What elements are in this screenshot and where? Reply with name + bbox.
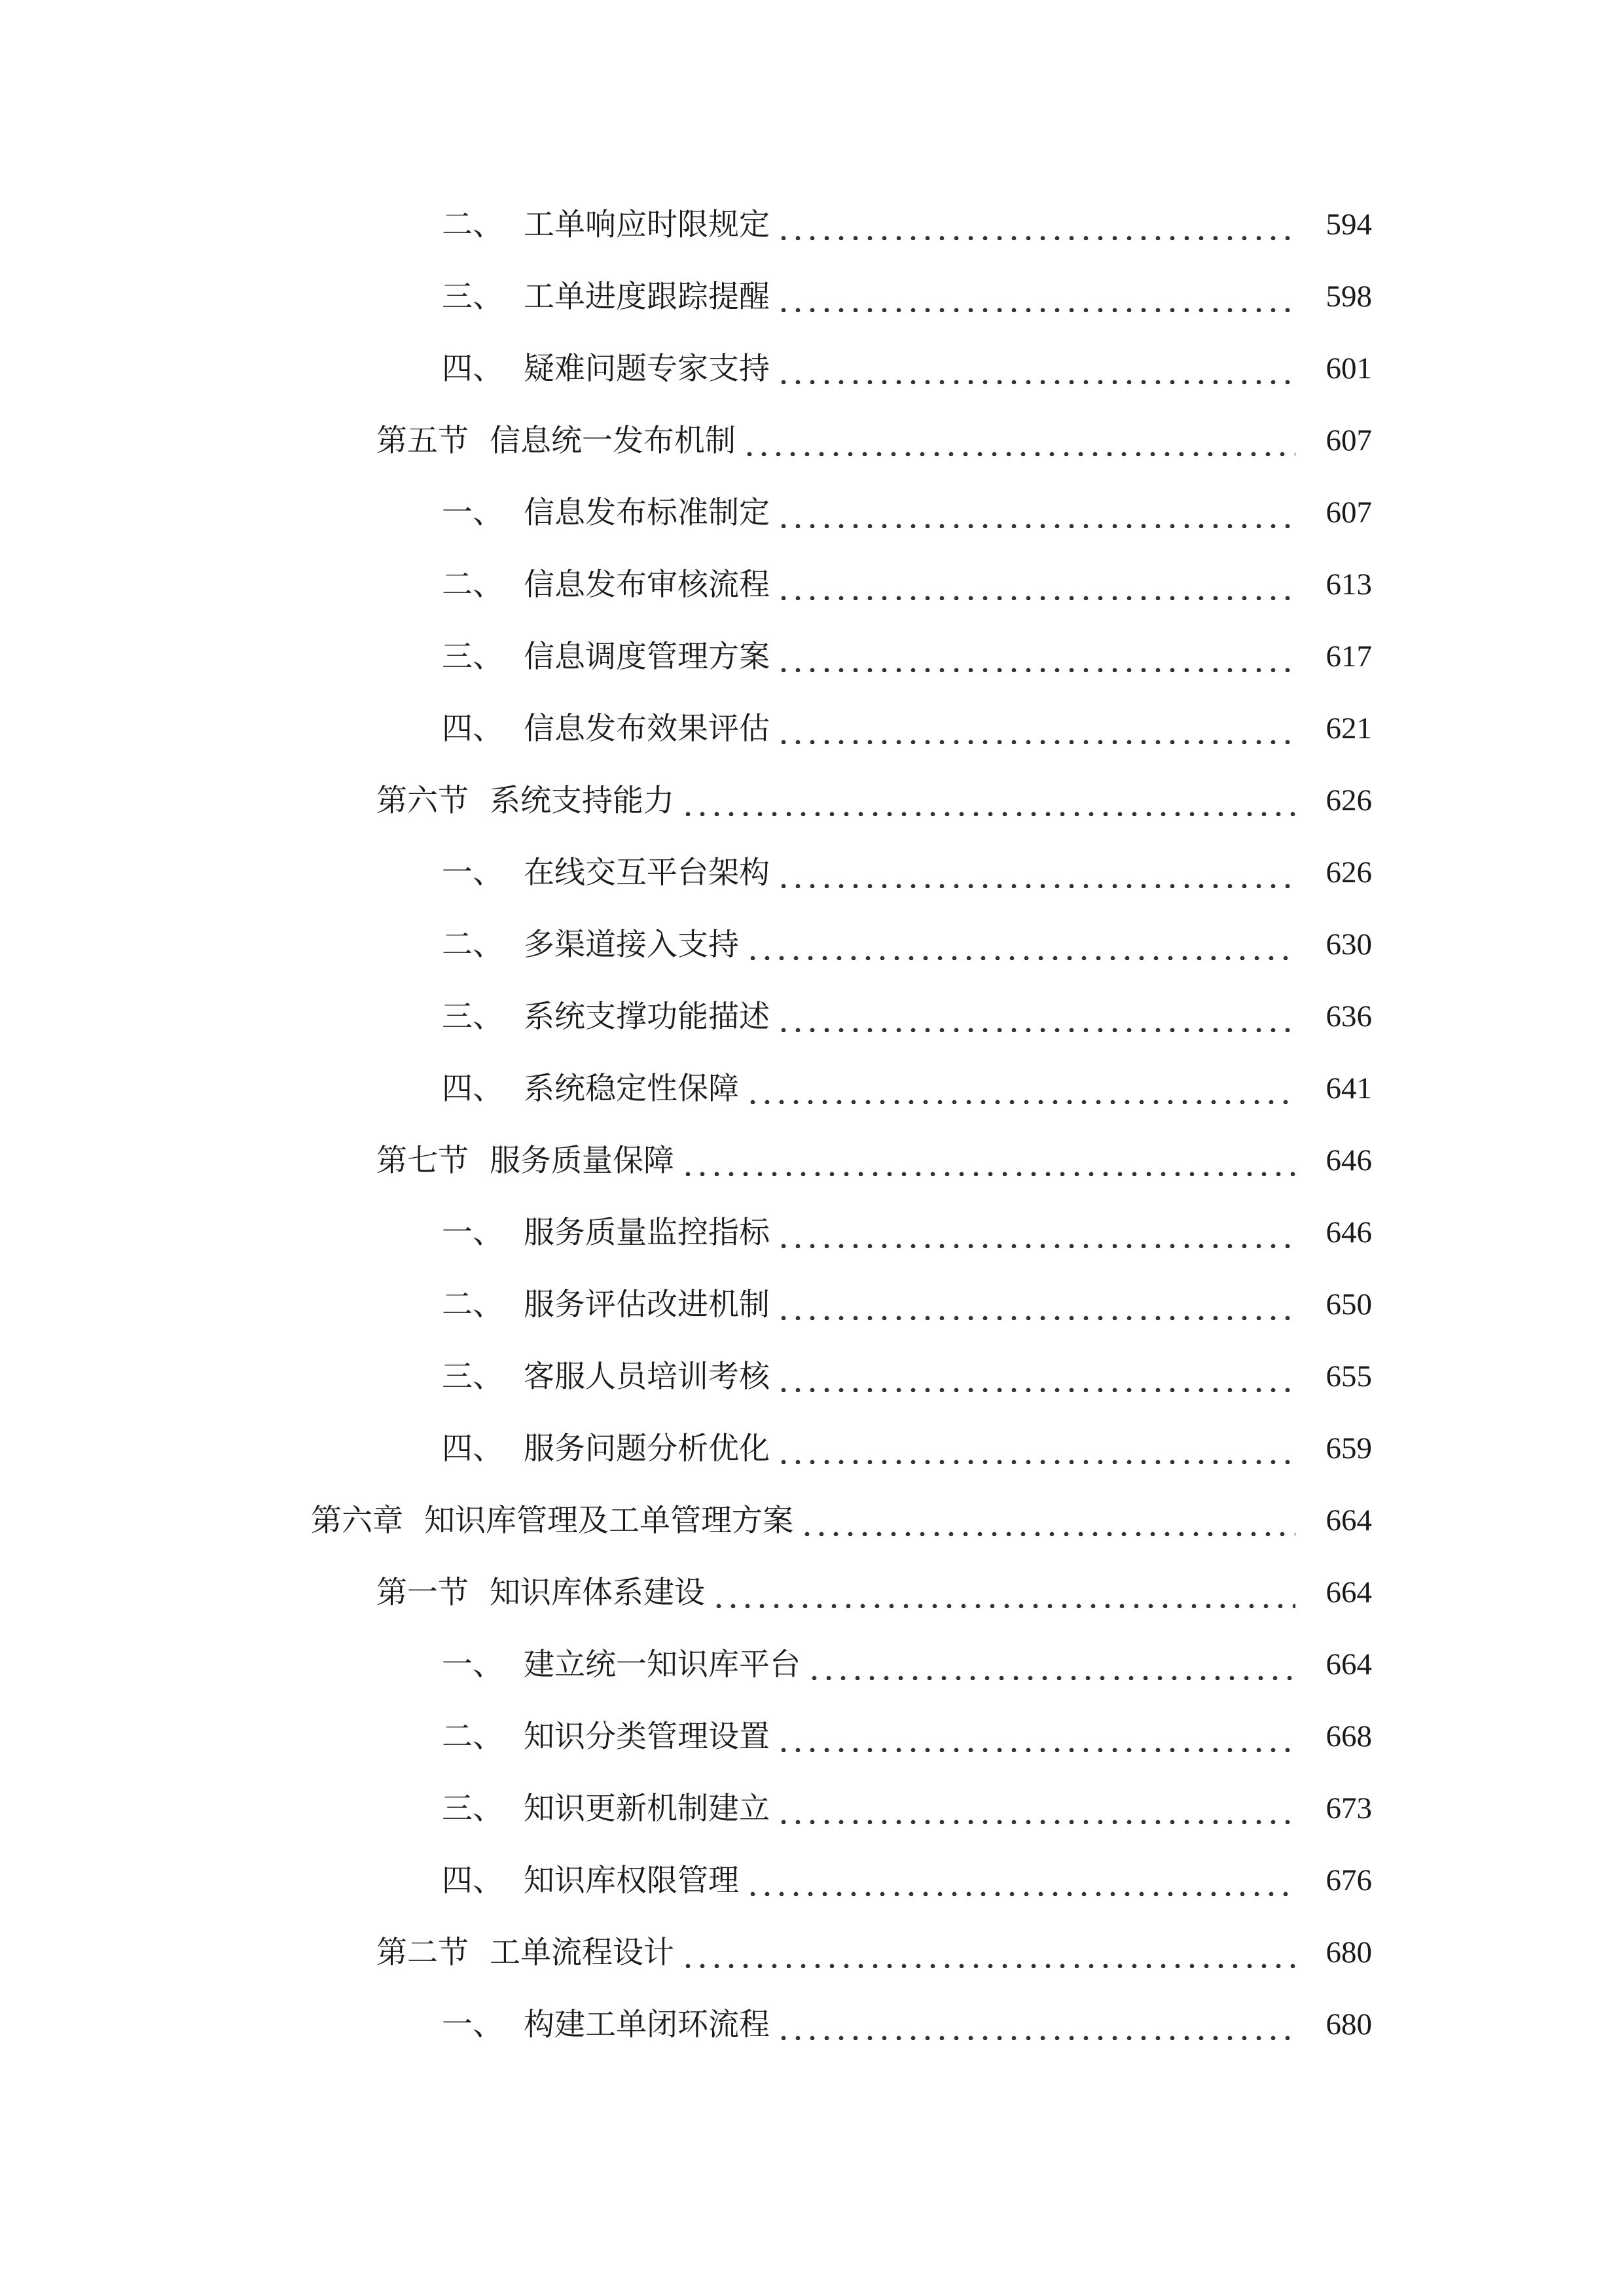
toc-entry-item[interactable]: [0, 1052, 1624, 1124]
toc-entry-page-number: 646: [1326, 1215, 1372, 1249]
toc-entry-number: 二、: [442, 929, 524, 960]
toc-entry-item[interactable]: [0, 476, 1624, 548]
toc-entry-number: 三、: [442, 281, 524, 312]
toc-entry-page-number: 636: [1326, 999, 1372, 1033]
toc-entry-page-number: 630: [1326, 927, 1372, 961]
toc-entry-item[interactable]: [0, 980, 1624, 1052]
toc-entry-page-number: 680: [1326, 1935, 1372, 1969]
dot-leader: [776, 1721, 1295, 1752]
dot-leader: [776, 1289, 1295, 1320]
toc-entry-title: 工单响应时限规定: [524, 209, 776, 240]
toc-entry-page-number: 664: [1326, 1575, 1372, 1609]
toc-entry-page-number: 626: [1326, 783, 1372, 817]
dot-leader: [746, 1865, 1295, 1896]
toc-entry-number: 一、: [442, 1649, 524, 1680]
toc-entry-title: 知识库权限管理: [524, 1865, 746, 1896]
toc-entry-title: 系统稳定性保障: [524, 1073, 746, 1104]
toc-entry-page-number: 601: [1326, 351, 1372, 386]
toc-entry-number: 一、: [442, 857, 524, 888]
toc-entry-number: 一、: [442, 497, 524, 528]
toc-entry-page-number: 613: [1326, 567, 1372, 601]
toc-entry-section[interactable]: [0, 404, 1624, 476]
toc-entry-title: 客服人员培训考核: [524, 1361, 776, 1392]
toc-entry-number: 第二节: [376, 1934, 469, 1971]
toc-entry-item[interactable]: [0, 1196, 1624, 1268]
toc-entry-item[interactable]: [0, 836, 1624, 908]
dot-leader: [776, 641, 1295, 672]
toc-entry-title: 知识分类管理设置: [524, 1721, 776, 1752]
toc-entry-number: 三、: [442, 1361, 524, 1392]
toc-entry-number: 二、: [442, 569, 524, 600]
dot-leader: [746, 929, 1295, 960]
dot-leader: [776, 209, 1295, 240]
toc-entry-page-number: 641: [1326, 1071, 1372, 1105]
dot-leader: [681, 785, 1295, 816]
toc-entry-title: 信息统一发布机制: [490, 425, 742, 456]
dot-leader: [776, 1001, 1295, 1032]
toc-entry-title: 信息调度管理方案: [524, 641, 776, 672]
toc-entry-number: 二、: [442, 209, 524, 240]
toc-entry-item[interactable]: [0, 908, 1624, 980]
toc-entry-item[interactable]: [0, 620, 1624, 692]
toc-entry-title: 信息发布审核流程: [524, 569, 776, 600]
toc-entry-page-number: 594: [1326, 207, 1372, 242]
toc-entry-section[interactable]: [0, 1124, 1624, 1196]
toc-entry-title: 建立统一知识库平台: [524, 1649, 807, 1680]
toc-entry-item[interactable]: [0, 1268, 1624, 1340]
toc-entry-item[interactable]: [0, 1772, 1624, 1844]
toc-entry-page-number: 650: [1326, 1287, 1372, 1321]
toc-entry-title: 构建工单闭环流程: [524, 2009, 776, 2040]
toc-entry-item[interactable]: [0, 1628, 1624, 1700]
toc-entry-title: 服务问题分析优化: [524, 1433, 776, 1464]
toc-entry-item[interactable]: [0, 1700, 1624, 1772]
dot-leader: [800, 1505, 1295, 1536]
toc-entry-number: 一、: [442, 2009, 524, 2040]
dot-leader: [776, 2009, 1295, 2040]
toc-entry-number: 二、: [442, 1721, 524, 1752]
toc-entry-title: 信息发布效果评估: [524, 713, 776, 744]
dot-leader: [776, 1793, 1295, 1824]
toc-entry-section[interactable]: [0, 1916, 1624, 1988]
toc-entry-number: 第六节: [376, 782, 469, 819]
toc-entry-page-number: 664: [1326, 1647, 1372, 1681]
dot-leader: [776, 1433, 1295, 1464]
dot-leader: [742, 425, 1295, 456]
toc-entry-title: 工单流程设计: [490, 1937, 681, 1968]
toc-entry-title: 知识库管理及工单管理方案: [424, 1505, 800, 1536]
toc-entry-page-number: 626: [1326, 855, 1372, 889]
dot-leader: [776, 497, 1295, 528]
toc-entry-item[interactable]: [0, 548, 1624, 620]
toc-entry-number: 三、: [442, 641, 524, 672]
toc-entry-page-number: 655: [1326, 1359, 1372, 1393]
toc-entry-item[interactable]: [0, 692, 1624, 764]
toc-entry-section[interactable]: [0, 1556, 1624, 1628]
toc-entry-item[interactable]: [0, 1988, 1624, 2060]
dot-leader: [776, 857, 1295, 888]
toc-entry-page-number: 664: [1326, 1503, 1372, 1537]
toc-entry-number: 三、: [442, 1793, 524, 1824]
toc-entry-item[interactable]: [0, 188, 1624, 260]
dot-leader: [712, 1577, 1295, 1608]
toc-entry-page-number: 680: [1326, 2007, 1372, 2041]
dot-leader: [776, 281, 1295, 312]
toc-entry-title: 疑难问题专家支持: [524, 353, 776, 384]
toc-entry-page-number: 659: [1326, 1431, 1372, 1465]
table-of-contents: [0, 188, 1624, 2060]
toc-entry-title: 系统支撑功能描述: [524, 1001, 776, 1032]
toc-entry-title: 服务评估改进机制: [524, 1289, 776, 1320]
toc-entry-page-number: 607: [1326, 495, 1372, 529]
toc-entry-page-number: 676: [1326, 1863, 1372, 1897]
toc-entry-title: 在线交互平台架构: [524, 857, 776, 888]
toc-entry-title: 知识库体系建设: [490, 1577, 712, 1608]
toc-entry-page-number: 607: [1326, 423, 1372, 457]
toc-entry-page-number: 598: [1326, 279, 1372, 314]
dot-leader: [776, 713, 1295, 744]
dot-leader: [746, 1073, 1295, 1104]
dot-leader: [807, 1649, 1295, 1680]
dot-leader: [681, 1937, 1295, 1968]
dot-leader: [776, 1217, 1295, 1248]
toc-entry-chapter[interactable]: [0, 1484, 1624, 1556]
toc-entry-page-number: 646: [1326, 1143, 1372, 1177]
toc-entry-number: 四、: [442, 353, 524, 384]
toc-entry-title: 服务质量保障: [490, 1145, 681, 1176]
toc-entry-page-number: 617: [1326, 639, 1372, 673]
toc-entry-page-number: 621: [1326, 711, 1372, 745]
toc-entry-number: 第七节: [376, 1142, 469, 1179]
dot-leader: [681, 1145, 1295, 1176]
toc-entry-item[interactable]: [0, 1412, 1624, 1484]
toc-entry-number: 一、: [442, 1217, 524, 1248]
toc-entry-number: 第一节: [376, 1574, 469, 1611]
toc-entry-item[interactable]: [0, 332, 1624, 404]
dot-leader: [776, 1361, 1295, 1392]
toc-entry-item[interactable]: [0, 1844, 1624, 1916]
toc-entry-section[interactable]: [0, 764, 1624, 836]
toc-entry-title: 工单进度跟踪提醒: [524, 281, 776, 312]
dot-leader: [776, 569, 1295, 600]
toc-entry-number: 三、: [442, 1001, 524, 1032]
toc-entry-number: 四、: [442, 1073, 524, 1104]
toc-entry-number: 第六章: [311, 1502, 403, 1539]
toc-entry-title: 多渠道接入支持: [524, 929, 746, 960]
toc-entry-title: 知识更新机制建立: [524, 1793, 776, 1824]
dot-leader: [776, 353, 1295, 384]
toc-entry-number: 四、: [442, 1433, 524, 1464]
toc-entry-number: 四、: [442, 713, 524, 744]
toc-entry-page-number: 673: [1326, 1791, 1372, 1825]
toc-entry-number: 第五节: [376, 422, 469, 459]
toc-entry-number: 二、: [442, 1289, 524, 1320]
toc-entry-title: 信息发布标准制定: [524, 497, 776, 528]
toc-entry-item[interactable]: [0, 1340, 1624, 1412]
toc-entry-title: 系统支持能力: [490, 785, 681, 816]
toc-entry-item[interactable]: [0, 260, 1624, 332]
toc-entry-title: 服务质量监控指标: [524, 1217, 776, 1248]
toc-entry-number: 四、: [442, 1865, 524, 1896]
toc-entry-page-number: 668: [1326, 1719, 1372, 1753]
